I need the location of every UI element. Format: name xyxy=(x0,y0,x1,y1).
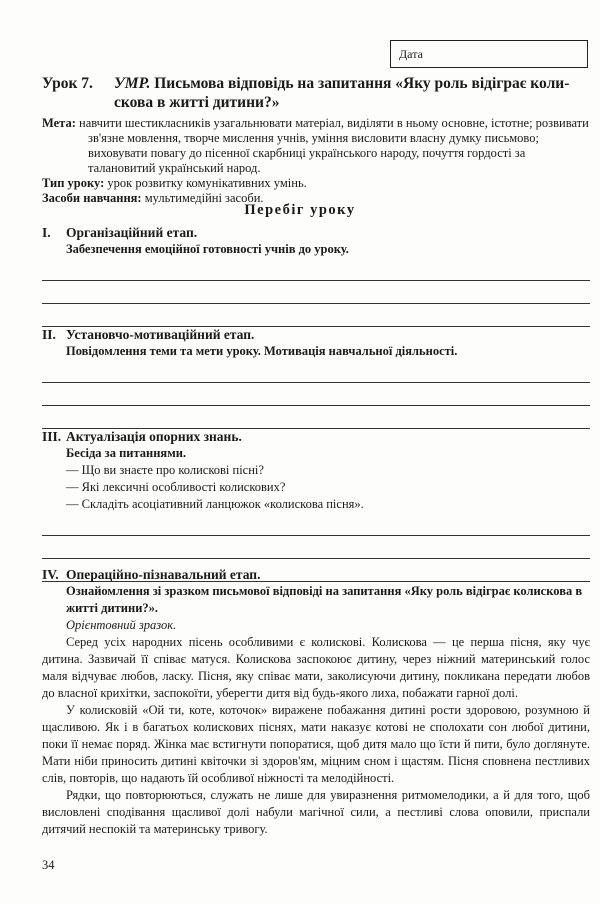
goal-label: Мета: xyxy=(42,116,76,130)
write-line[interactable] xyxy=(42,360,590,383)
lesson-number: Урок 7. xyxy=(42,75,93,92)
section-4 xyxy=(42,566,590,838)
section-1-heading: I. Організаційний етап. xyxy=(42,225,198,240)
section-3-heading: III. Актуалізація опорних знань. xyxy=(42,429,242,444)
section-1-sub: Забезпечення емоційної готовності учнів до уроку. xyxy=(66,242,349,256)
section-4-heading: IV. Операційно-пізнавальний етап. xyxy=(42,567,261,582)
date-label: Дата xyxy=(399,47,423,61)
lesson-meta xyxy=(42,116,590,206)
section-2-sub: Повідомлення теми та мети уроку. Мотивація навчальної діяльності. xyxy=(66,344,458,358)
paragraph: Серед усіх народних пісень особливими є колискові. Колискова — це перша пісня, яку чує дитина. Зазвичай її співає матуся. Колискова заспокоює дитину, через ніжний материнський голос маля відчуває любов, ласку. Пісня, яку співає мати, заколисуючи дитину, покликана передати любов до власної крихітки, заспокоїти, уберегти дитя від будь-якого лиха, побажати гарної долі. xyxy=(42,635,590,700)
section-2 xyxy=(42,326,590,429)
question-item: — Що ви знаєте про колискові пісні? xyxy=(66,463,264,477)
lesson-type xyxy=(42,176,590,191)
section-4-sub: Ознайомлення зі зразком письмової відповіді на запитання «Яку роль відіграє колискова в житті дитини?». xyxy=(66,584,583,615)
question-item: — Складіть асоціативний ланцюжок «колискова пісня». xyxy=(66,497,364,511)
paragraph: У колисковій «Ой ти, коте, коточок» виражене побажання дитині рости здоровою, розумною й щасливою. Як і в багатьох колискових піснях, мати наказує котові не сполохати сон любої дитини, поки її немає поряд. Жінка має встигнути попоратися, щоб дитя мало що їсти й пити, було доглянуте. Мати ніби приносить дитині квіточки зі здоров'ям, міцним сном і щастям. Пісня сповнена пестливих слів, повторів, що надають їй особливої ніжності та мелодійності. xyxy=(42,703,590,785)
section-1 xyxy=(42,224,590,327)
lesson-title-line2: скова в житті дитини?» xyxy=(114,94,280,111)
type-label: Тип уроку: xyxy=(42,176,105,190)
write-line[interactable] xyxy=(42,536,590,559)
lesson-umr: УМР. xyxy=(114,75,151,92)
course-title: Перебіг уроку xyxy=(244,202,356,218)
means-label: Засоби навчання: xyxy=(42,191,142,205)
question-item: — Які лексичні особливості колискових? xyxy=(66,480,286,494)
type-text: урок розвитку комунікативних умінь. xyxy=(107,176,307,190)
write-line[interactable] xyxy=(42,281,590,304)
lesson-title-line1: Письмова відповідь на запитання «Яку роль відіграє коли- xyxy=(154,75,570,92)
write-line[interactable] xyxy=(42,383,590,406)
goal xyxy=(42,116,590,176)
section-3 xyxy=(42,428,590,582)
write-line[interactable] xyxy=(42,406,590,429)
section-2-heading: II. Установчо-мотиваційний етап. xyxy=(42,327,255,342)
write-line[interactable] xyxy=(42,513,590,536)
lesson-title xyxy=(42,74,590,112)
means-text: мультимедійні засоби. xyxy=(144,191,264,205)
paragraph: Рядки, що повторюються, служать не лише для увиразнення ритмомелодики, а й для того, щоб висловлені сподівання щасливої долі набули магічної сили, а пестливі слова оповили, приспали дитячий неспокій та материнську тривогу. xyxy=(42,788,590,836)
goal-text: навчити шестикласників узагальнювати матеріал, виділяти в ньому основне, істотне; розвивати зв'язне мовлення, творче мислення учнів, уміння висловити власну думку письмово; виховувати повагу до пісенної скарбниці українського народу, почуття гордості за талановитий український народ. xyxy=(79,116,589,175)
write-line[interactable] xyxy=(42,258,590,281)
page-number: 34 xyxy=(42,858,55,872)
sample-label: Орієнтовний зразок. xyxy=(66,618,177,632)
date-box xyxy=(390,40,588,68)
write-line[interactable] xyxy=(42,304,590,327)
section-3-sub: Бесіда за питаннями. xyxy=(66,446,187,460)
